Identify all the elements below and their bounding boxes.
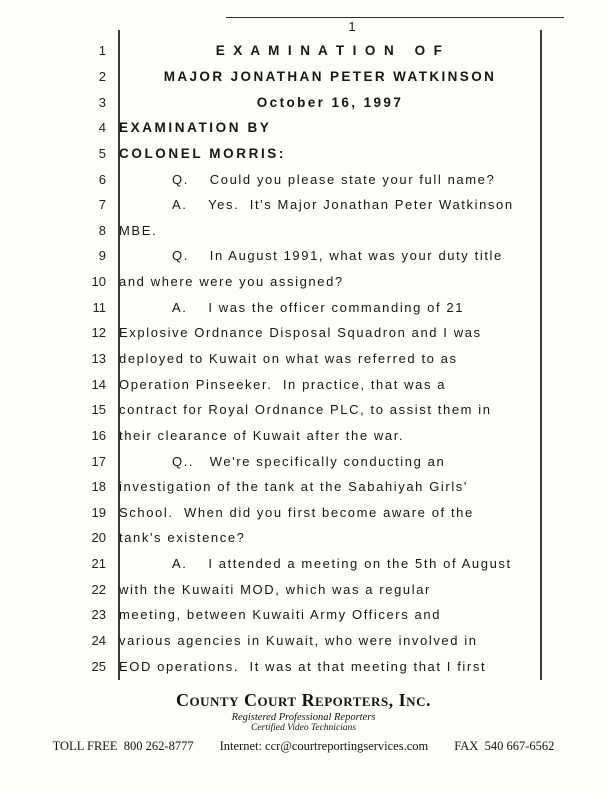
line-number: 14 — [91, 376, 106, 392]
line-text: COLONEL MORRIS: — [119, 145, 286, 161]
line-number: 17 — [91, 453, 106, 469]
line-text: EOD operations. It was at that meeting that I first — [119, 658, 487, 674]
transcript-line — [0, 243, 607, 269]
transcript-line — [0, 474, 607, 500]
transcript-line — [0, 269, 607, 295]
transcript-line — [0, 628, 607, 654]
transcript-line — [0, 371, 607, 397]
line-text: various agencies in Kuwait, who were involved in — [119, 633, 478, 649]
line-text: MBE. — [119, 222, 158, 238]
line-number: 1 — [98, 43, 106, 59]
transcript-line — [0, 89, 607, 115]
page-number: 1 — [340, 19, 364, 34]
line-number: 12 — [91, 325, 106, 341]
line-text: School. When did you first become aware of the — [119, 504, 474, 520]
line-number: 24 — [91, 633, 106, 649]
reporter-company-name: County Court Reporters, Inc. — [176, 690, 431, 710]
line-text: deployed to Kuwait on what was referred to as — [119, 351, 458, 366]
line-text: A. Yes. It's Major Jonathan Peter Watkinson — [172, 197, 514, 213]
line-text: A. I attended a meeting on the 5th of August — [172, 556, 512, 572]
transcript-line — [0, 294, 607, 320]
line-text: Q. Could you please state your full name? — [172, 171, 496, 187]
line-text: and where were you assigned? — [119, 274, 344, 290]
line-number: 18 — [91, 479, 106, 495]
transcript-line — [0, 448, 607, 474]
transcript-line — [0, 166, 607, 192]
transcript-line — [0, 653, 607, 679]
line-text: A. I was the officer commanding of 21 — [172, 299, 465, 315]
line-number: 25 — [91, 658, 106, 674]
transcript-line — [0, 115, 607, 141]
transcript-body — [0, 38, 607, 679]
line-number: 2 — [98, 68, 106, 84]
line-text: contract for Royal Ordnance PLC, to assist them in — [119, 402, 492, 418]
line-number: 8 — [98, 222, 106, 238]
line-number: 11 — [92, 299, 106, 315]
line-text: Explosive Ordnance Disposal Squadron and I was — [119, 325, 482, 341]
transcript-line — [0, 320, 607, 346]
transcript-line — [0, 576, 607, 602]
line-number: 3 — [98, 94, 106, 110]
line-number: 15 — [91, 402, 106, 418]
line-number: 23 — [91, 607, 106, 623]
transcript-line — [0, 38, 607, 64]
line-text: Q.. We're specifically conducting an — [172, 453, 446, 469]
line-number: 16 — [91, 427, 106, 443]
line-number: 5 — [98, 145, 106, 161]
transcript-line — [0, 500, 607, 526]
line-text: E X A M I N A T I O N O F — [119, 43, 541, 58]
line-number: 7 — [98, 197, 106, 213]
line-number: 22 — [91, 581, 106, 597]
line-number: 21 — [91, 556, 106, 572]
transcript-line — [0, 397, 607, 423]
line-number: 6 — [98, 171, 106, 187]
transcript-line — [0, 602, 607, 628]
line-text: investigation of the tank at the Sabahiyah Girls' — [119, 479, 468, 495]
line-number: 19 — [91, 504, 106, 520]
transcript-line — [0, 346, 607, 372]
reporter-tagline-1: Registered Professional Reporters — [231, 712, 376, 723]
transcript-line — [0, 64, 607, 90]
line-text: Q. In August 1991, what was your duty title — [172, 248, 503, 264]
internet-email: Internet: ccr@courtreportingservices.com — [219, 739, 429, 753]
transcript-line — [0, 141, 607, 167]
line-text: tank's existence? — [119, 530, 246, 546]
contact-line — [0, 739, 607, 754]
line-text: their clearance of Kuwait after the war. — [119, 427, 405, 443]
toll-free-number: TOLL FREE 800 262-8777 — [52, 739, 194, 753]
line-text: meeting, between Kuwaiti Army Officers and — [119, 607, 442, 623]
line-number: 10 — [91, 274, 106, 290]
transcript-line — [0, 551, 607, 577]
transcript-line — [0, 217, 607, 243]
line-text: MAJOR JONATHAN PETER WATKINSON — [119, 69, 541, 84]
transcript-line — [0, 525, 607, 551]
reporter-tagline-2: Certified Video Technicians — [250, 723, 356, 733]
line-number: 13 — [91, 351, 106, 366]
line-number: 20 — [91, 530, 106, 546]
line-text: with the Kuwaiti MOD, which was a regular — [119, 581, 431, 597]
transcript-line — [0, 192, 607, 218]
line-text: Operation Pinseeker. In practice, that was a — [119, 376, 447, 392]
fax-number: FAX 540 667-6562 — [454, 739, 555, 753]
line-text: October 16, 1997 — [119, 95, 541, 110]
top-rule — [226, 17, 564, 18]
line-number: 9 — [98, 248, 106, 264]
footer — [0, 690, 607, 754]
line-text: EXAMINATION BY — [119, 120, 272, 136]
transcript-line — [0, 423, 607, 449]
line-number: 4 — [98, 120, 106, 136]
